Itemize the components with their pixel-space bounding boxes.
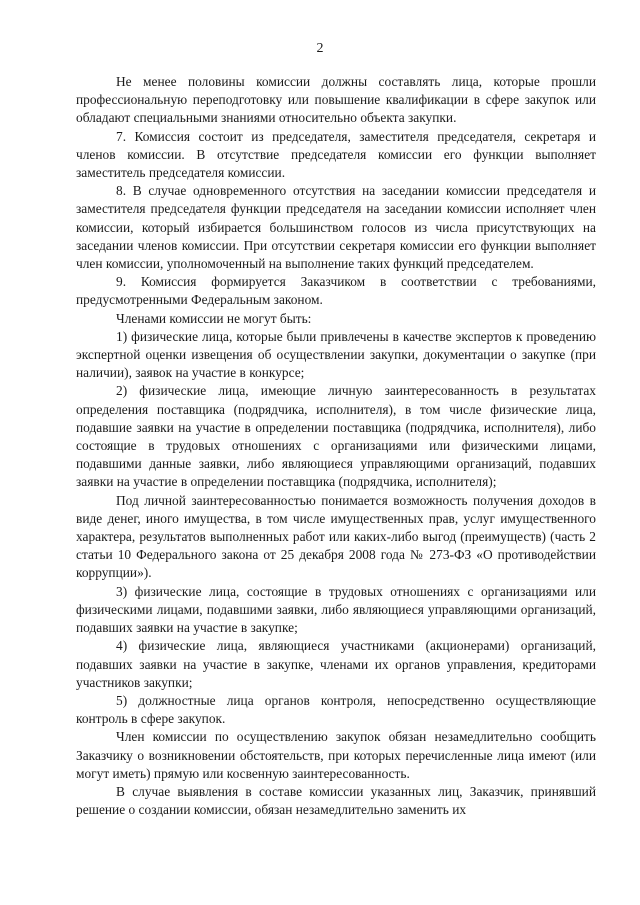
paragraph-9-formation: 9. Комиссия формируется Заказчиком в соответствии с требованиями, предусмотренными Федеральным законом.: [76, 274, 596, 308]
paragraph-7-composition: 7. Комиссия состоит из председателя, заместителя председателя, секретаря и членов комиссии. В отсутствие председателя комиссии его функции выполняет заместитель председателя комиссии.: [76, 128, 596, 181]
paragraph-commission-qualification: Не менее половины комиссии должны составлять лица, которые прошли профессиональную переподготовку или повышение квалификации в сфере закупок или обладают специальными знаниями относительно объекта закупки.: [76, 74, 596, 126]
list-item-3-employment: 3) физические лица, состоящие в трудовых отношениях с организациями или физическими лицами, подавшими заявки, либо являющиеся управляющими организаций, подавших заявки на участие в закупке;: [76, 583, 596, 636]
list-item-2-personal-interest: 2) физические лица, имеющие личную заинтересованность в результатах определения поставщика (подрядчика, исполнителя), в том числе физические лица, подавшие заявки на участие в определении поставщика (подрядчика, исполнителя), либо состоящие в трудовых отношениях с организациями или физическими лицами, подавшими данные заявки, либо являющиеся управляющими организаций, подавших заявки на участие в определении поставщика (подрядчика, исполнителя);: [76, 383, 596, 490]
paragraph-excluded-members-intro: Членами комиссии не могут быть:: [116, 310, 312, 326]
list-item-4-shareholders: 4) физические лица, являющиеся участниками (акционерами) организаций, подавших заявки на участие в закупке, членами их органов управления, кредиторами участников закупки;: [76, 638, 596, 690]
body-text: [76, 73, 596, 819]
paragraph-member-duty: Член комиссии по осуществлению закупок обязан незамедлительно сообщить Заказчику о возникновении обстоятельств, при которых перечисленные лица имеют (или могут иметь) прямую или косвенную заинтересованность.: [76, 729, 596, 781]
paragraph-replacement: В случае выявления в составе комиссии указанных лиц, Заказчик, принявший решение о создании комиссии, обязан незамедлительно заменить их: [76, 783, 596, 818]
paragraph-personal-interest-definition: Под личной заинтересованностью понимается возможность получения доходов в виде денег, иного имущества, в том числе имущественных прав, услуг имущественного характера, результатов выполненных работ или каких-либо выгод (преимуществ) (часть 2 статьи 10 Федерального закона от 25 декабря 2008 года № 273-ФЗ «О противодействии коррупции»).: [76, 492, 596, 581]
page-number: 2: [316, 41, 324, 56]
paragraph-8-absence: 8. В случае одновременного отсутствия на заседании комиссии председателя и заместителя председателя функции председателя на заседании комиссии исполняет член комиссии, который избирается большинством голосов из числа присутствующих на заседании членов комиссии. При отсутствии секретаря комиссии его функции выполняет член комиссии, уполномоченный на выполнение таких функций председателем.: [76, 183, 596, 272]
list-item-1-experts: 1) физические лица, которые были привлечены в качестве экспертов к проведению экспертной оценки извещения об осуществлении закупки, документации о закупке (при наличии), заявок на участие в конкурсе;: [76, 328, 596, 381]
list-item-5-control-officials: 5) должностные лица органов контроля, непосредственно осуществляющие контроль в сфере закупок.: [76, 692, 596, 727]
